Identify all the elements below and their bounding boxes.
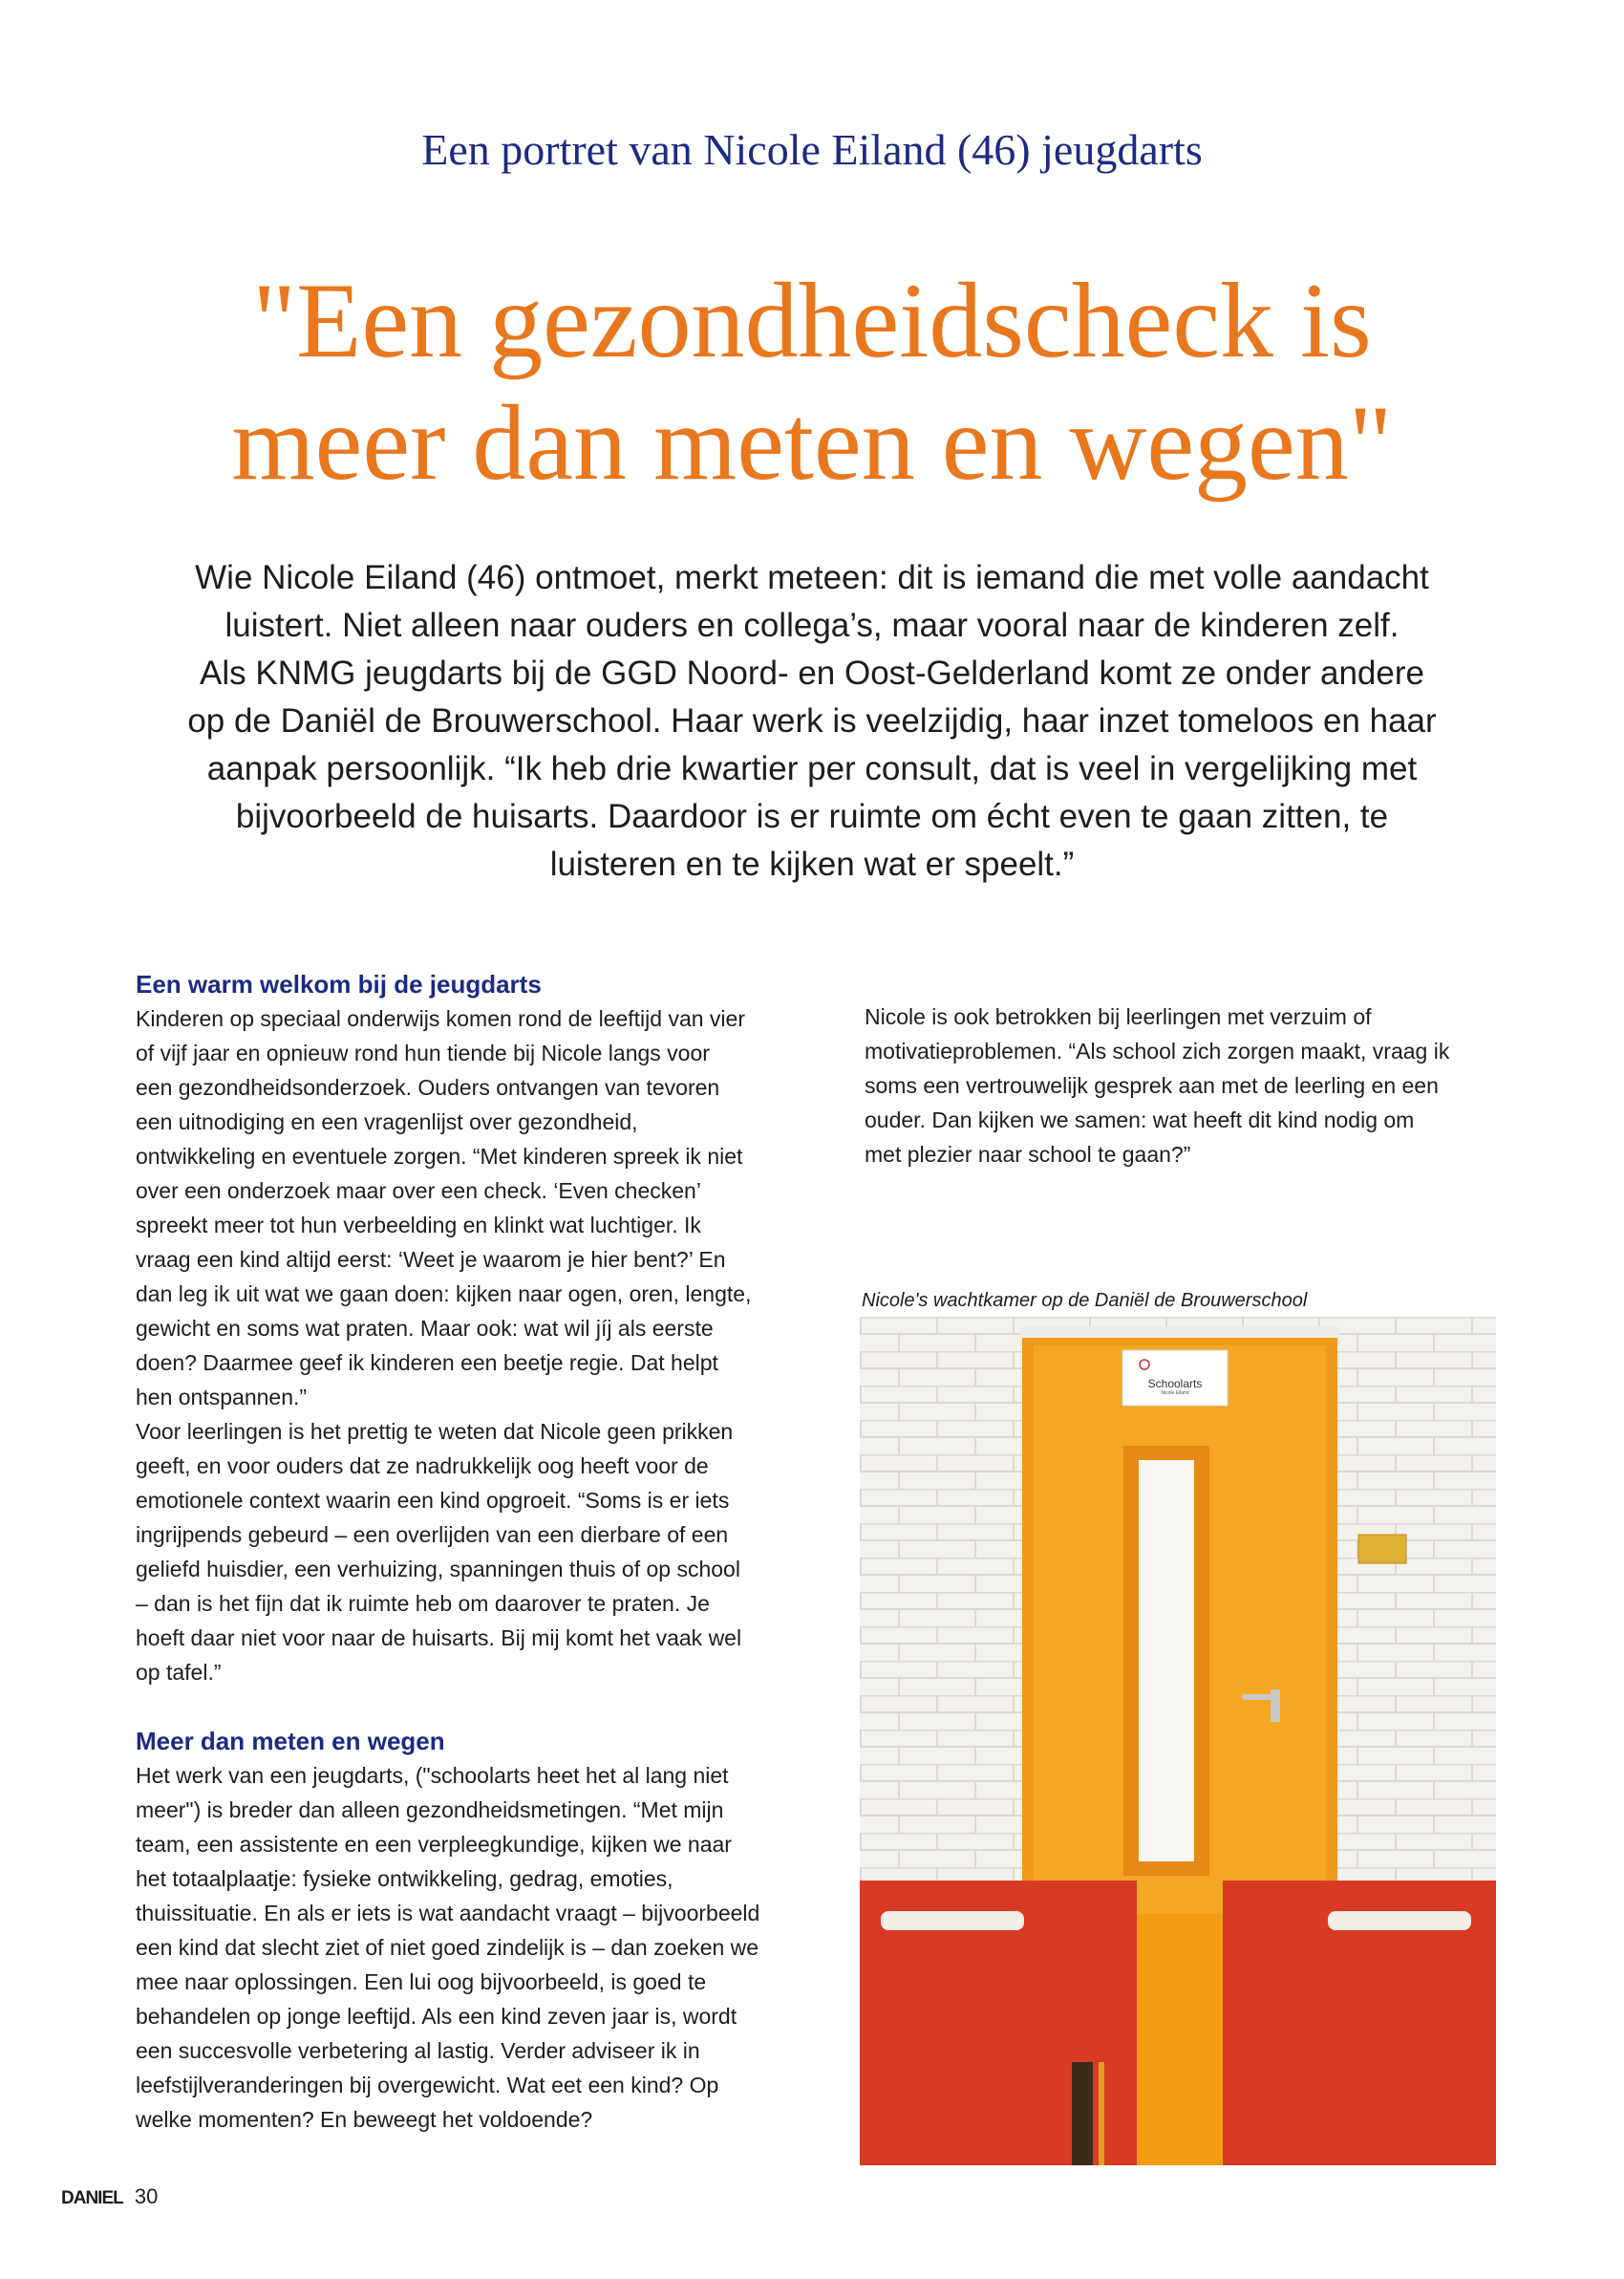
headline-line: "Een gezondheidscheck is: [252, 262, 1372, 380]
body-line: met plezier naar school te gaan?”: [865, 1142, 1191, 1167]
waiting-room-illustration: [860, 1317, 1496, 2165]
chair-legs-highlight: [1099, 2062, 1104, 2165]
body-line: ingrijpends gebeurd – een overlijden van een dierbare of een: [136, 1522, 729, 1547]
body-line: hen ontspannen.”: [136, 1385, 308, 1409]
body-line: doen? Daarmee geef ik kinderen een beetje regie. Dat helpt: [136, 1350, 718, 1375]
magazine-brand: DANIEL: [61, 2188, 123, 2208]
waiting-room-photo: [860, 1317, 1496, 2165]
lead-line: bijvoorbeeld de huisarts. Daardoor is er ruimte om écht even te gaan zitten, te: [235, 798, 1389, 835]
body-line: een gezondheidsonderzoek. Ouders ontvangen van tevoren: [136, 1075, 720, 1100]
body-line: dan leg ik uit wat we gaan doen: kijken naar ogen, oren, lengte,: [136, 1281, 752, 1306]
section-heading-warm-welcome: Een warm welkom bij de jeugdarts: [136, 970, 542, 999]
body-line: thuissituatie. En als er iets is wat aandacht vraagt – bijvoorbeeld: [136, 1901, 760, 1925]
body-line: meer") is breder dan alleen gezondheidsmetingen. “Met mijn: [136, 1797, 724, 1822]
door-sign-subtext: Nicole Eiland: [1161, 1390, 1189, 1396]
body-line: Kinderen op speciaal onderwijs komen rond de leeftijd van vier: [136, 1006, 745, 1031]
right-column: [865, 1000, 1524, 1172]
body-line: spreekt meer tot hun verbeelding en klinkt wat luchtiger. Ik: [136, 1213, 701, 1237]
section-heading-meer-dan-meten: Meer dan meten en wegen: [136, 1727, 445, 1755]
right-paragraph: [865, 1000, 1524, 1172]
lead-line: Als KNMG jeugdarts bij de GGD Noord- en Oost-Gelderland komt ze onder andere: [200, 655, 1424, 692]
body-line: een uitnodiging en een vragenlijst over gezondheid,: [136, 1109, 638, 1134]
article-lead: [124, 554, 1500, 889]
body-line: geliefd huisdier, een verhuizing, spanningen thuis of op school: [136, 1557, 740, 1581]
door-sign-text: Schoolarts: [1147, 1377, 1203, 1390]
body-line: emotionele context waarin een kind opgroeit. “Soms is er iets: [136, 1488, 730, 1513]
right-chair-handle: [1328, 1911, 1471, 1930]
body-line: leefstijlveranderingen bij overgewicht. Wat eet een kind? Op: [136, 2073, 719, 2097]
article-headline: [0, 260, 1624, 505]
wall-nameplate: [1358, 1535, 1406, 1563]
body-line: op tafel.”: [136, 1660, 222, 1685]
lead-line: aanpak persoonlijk. “Ik heb drie kwartier per consult, dat is veel in vergelijking met: [206, 750, 1418, 787]
section1-paragraph-2: [136, 1414, 804, 1689]
left-column: [136, 967, 804, 2137]
body-line: ouder. Dan kijken we samen: wat heeft dit kind nodig om: [865, 1107, 1415, 1132]
body-line: over een onderzoek maar over een check. ‘Even checken’: [136, 1178, 701, 1203]
body-line: soms een vertrouwelijk gesprek aan met de leerling en een: [865, 1073, 1439, 1098]
body-line: geeft, en voor ouders dat ze nadrukkelijk oog heeft voor de: [136, 1453, 709, 1478]
photo-caption: Nicole's wachtkamer op de Daniël de Brouwerschool: [862, 1290, 1308, 1311]
section1-paragraph-1: [136, 1001, 804, 1414]
body-line: Het werk van een jeugdarts, ("schoolarts heet het al lang niet: [136, 1763, 729, 1788]
body-line: gewicht en soms wat praten. Maar ook: wat wil jíj als eerste: [136, 1316, 714, 1341]
headline-line: meer dan meten en wegen": [231, 384, 1393, 503]
body-line: een kind dat slecht ziet of niet goed zindelijk is – dan zoeken we: [136, 1935, 759, 1960]
page-number: 30: [134, 2184, 159, 2208]
body-line: ontwikkeling en eventuele zorgen. “Met kinderen spreek ik niet: [136, 1144, 743, 1169]
body-line: hoeft daar niet voor naar de huisarts. Bij mij komt het vaak wel: [136, 1625, 742, 1650]
left-chair-handle: [881, 1911, 1024, 1930]
body-line: Nicole is ook betrokken bij leerlingen met verzuim of: [865, 1004, 1372, 1029]
body-line: – dan is het fijn dat ik ruimte heb om daarover te praten. Je: [136, 1591, 710, 1616]
lead-line: luistert. Niet alleen naar ouders en collega’s, maar vooral naar de kinderen zelf.: [224, 607, 1400, 644]
lead-line: luisteren en te kijken wat er speelt.”: [549, 846, 1075, 883]
door-window-glass: [1139, 1460, 1194, 1861]
body-line: team, een assistente en een verpleegkundige, kijken we naar: [136, 1832, 732, 1857]
door-handle: [1242, 1694, 1280, 1700]
body-line: een succesvolle verbetering al lastig. Verder adviseer ik in: [136, 2038, 700, 2063]
lead-line: Wie Nicole Eiland (46) ontmoet, merkt meteen: dit is iemand die met volle aandacht: [195, 559, 1429, 596]
body-line: of vijf jaar en opnieuw rond hun tiende bij Nicole langs voor: [136, 1041, 710, 1065]
article-kicker: Een portret van Nicole Eiland (46) jeugdarts: [421, 125, 1203, 174]
body-line: vraag een kind altijd eerst: ‘Weet je waarom je hier bent?’ En: [136, 1247, 726, 1272]
chair-legs: [1072, 2062, 1093, 2165]
lead-line: op de Daniël de Brouwerschool. Haar werk is veelzijdig, haar inzet tomeloos en haar: [187, 702, 1437, 740]
body-line: behandelen op jonge leeftijd. Als een kind zeven jaar is, wordt: [136, 2004, 737, 2029]
body-line: welke momenten? En beweegt het voldoende?: [136, 2107, 593, 2132]
body-line: Voor leerlingen is het prettig te weten dat Nicole geen prikken: [136, 1419, 734, 1444]
body-line: motivatieproblemen. “Als school zich zorgen maakt, vraag ik: [865, 1039, 1450, 1064]
body-line: mee naar oplossingen. Een lui oog bijvoorbeeld, is goed te: [136, 1969, 707, 1994]
section2-paragraph-1: [136, 1758, 804, 2137]
body-line: het totaalplaatje: fysieke ontwikkeling, gedrag, emoties,: [136, 1866, 673, 1891]
page-footer: [61, 2184, 158, 2209]
section-gap: [136, 1689, 804, 1724]
